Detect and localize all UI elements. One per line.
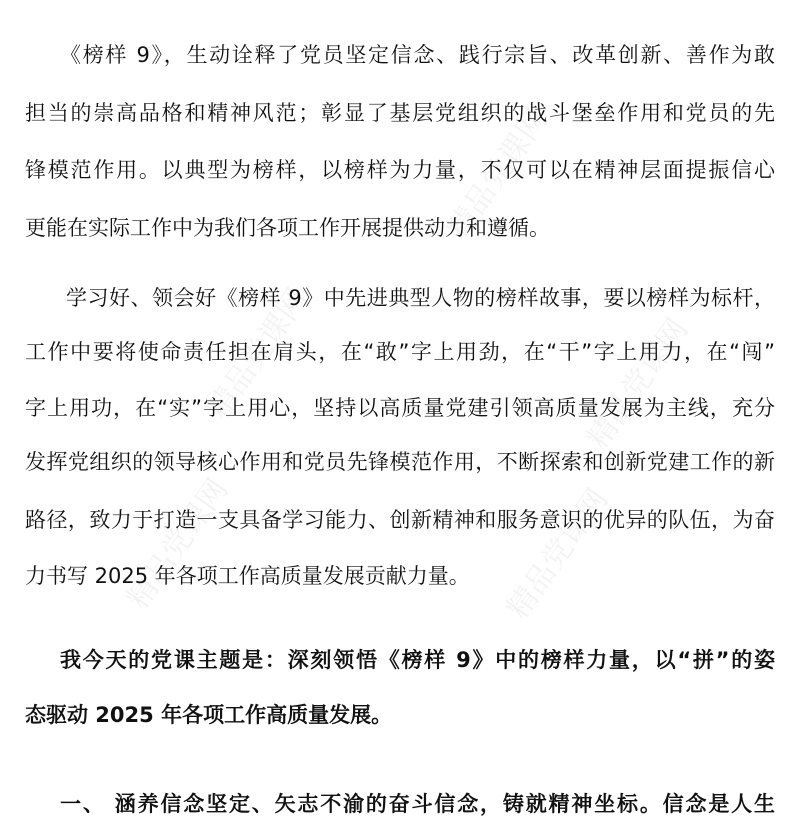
- text-line: 学习好、领会好《榜样 9》中先进典型人物的榜样故事，要以榜样为标杆，: [66, 286, 775, 310]
- text-line: 更能在实际工作中为我们各项工作开展提供动力和遵循。: [25, 216, 550, 240]
- watermark: 精品党课网: [200, 282, 316, 426]
- watermark: 精品党课网: [500, 482, 616, 626]
- text-line: 担当的崇高品格和精神风范；彰显了基层党组织的战斗堡垒作用和党员的先: [25, 101, 775, 125]
- text-line: 我今天的党课主题是：深刻领悟《榜样 9》中的榜样力量，以“拼”的姿: [60, 648, 775, 672]
- text-line: 《榜样 9》，生动诠释了党员坚定信念、践行宗旨、改革创新、善作为敢: [60, 43, 775, 67]
- text-line: 锋模范作用。以典型为榜样，以榜样为力量，不仅可以在精神层面提振信心: [25, 158, 775, 182]
- text-line: 发挥党组织的领导核心作用和党员先锋模范作用，不断探索和创新党建工作的新: [25, 450, 775, 474]
- text-line: 路径，致力于打造一支具备学习能力、创新精神和服务意识的优异的队伍，为奋: [25, 508, 775, 532]
- text-line: 力书写 2025 年各项工作高质量发展贡献力量。: [25, 564, 470, 588]
- watermark: 精品党课网: [580, 312, 696, 456]
- watermark: 精品党课网: [440, 102, 556, 246]
- text-line: 态驱动 2025 年各项工作高质量发展。: [25, 703, 393, 727]
- section-heading: 一、 涵养信念坚定、矢志不渝的奋斗信念，铸就精神坐标。信念是人生: [60, 792, 775, 816]
- text-line: 字上用功，在“实”字上用心，坚持以高质量党建引领高质量发展为主线，充分: [25, 396, 775, 420]
- text-line: 工作中要将使命责任担在肩头，在“敢”字上用劲，在“干”字上用力，在“闯”: [25, 340, 775, 364]
- watermark: 精品党课网: [120, 472, 236, 616]
